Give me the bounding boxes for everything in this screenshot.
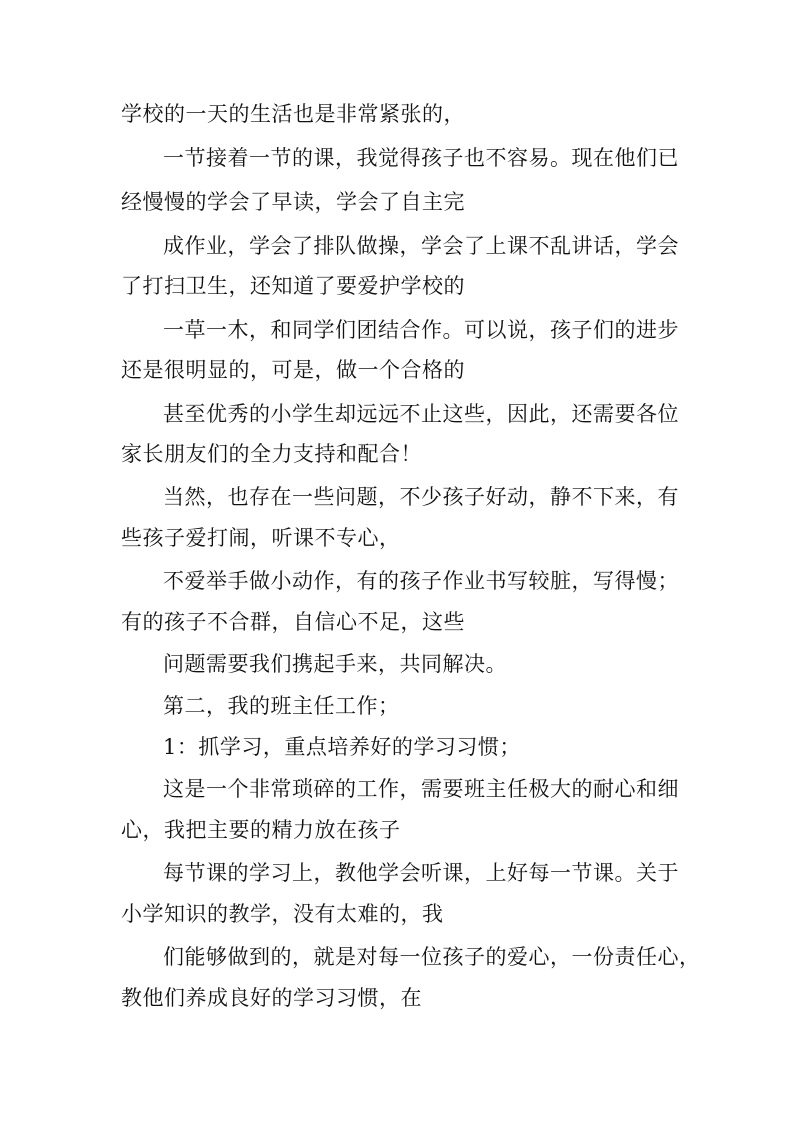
text-line: 问题需要我们携起手来，共同解决。 <box>163 652 507 676</box>
text-line: 不爱举手做小动作，有的孩子作业书写较脏，写得慢； <box>163 569 679 593</box>
text-line: 一草一木，和同学们团结合作。可以说，孩子们的进步 <box>163 318 679 342</box>
text-line: 学校的一天的生活也是非常紧张的， <box>121 102 465 126</box>
text-line: 有的孩子不合群，自信心不足，这些 <box>121 610 465 634</box>
text-line: 教他们养成良好的学习习惯，在 <box>121 986 422 1010</box>
text-line: 当然，也存在一些问题，不少孩子好动，静不下来，有 <box>163 485 679 509</box>
text-line: 一节接着一节的课，我觉得孩子也不容易。现在他们已 <box>163 146 679 170</box>
text-line: 这是一个非常琐碎的工作，需要班主任极大的耐心和细 <box>163 777 679 801</box>
text-line: 些孩子爱打闹，听课不专心， <box>121 526 401 550</box>
text-line: 了打扫卫生，还知道了要爱护学校的 <box>121 274 465 298</box>
text-line: 小学知识的教学，没有太难的，我 <box>121 902 444 926</box>
text-line: 1：抓学习，重点培养好的学习习惯； <box>163 735 521 759</box>
text-line: 家长朋友们的全力支持和配合！ <box>121 442 422 466</box>
text-line: 还是很明显的，可是，做一个合格的 <box>121 358 465 382</box>
text-line: 心，我把主要的精力放在孩子 <box>121 818 401 842</box>
text-line: 成作业，学会了排队做操，学会了上课不乱讲话，学会 <box>163 234 679 258</box>
text-line: 们能够做到的，就是对每一位孩子的爱心，一份责任心， <box>163 945 701 969</box>
text-line: 第二，我的班主任工作； <box>163 694 400 718</box>
text-line: 经慢慢的学会了早读，学会了自主完 <box>121 190 465 214</box>
text-line: 甚至优秀的小学生却远远不止这些，因此，还需要各位 <box>163 402 679 426</box>
text-line: 每节课的学习上，教他学会听课，上好每一节课。关于 <box>163 861 679 885</box>
